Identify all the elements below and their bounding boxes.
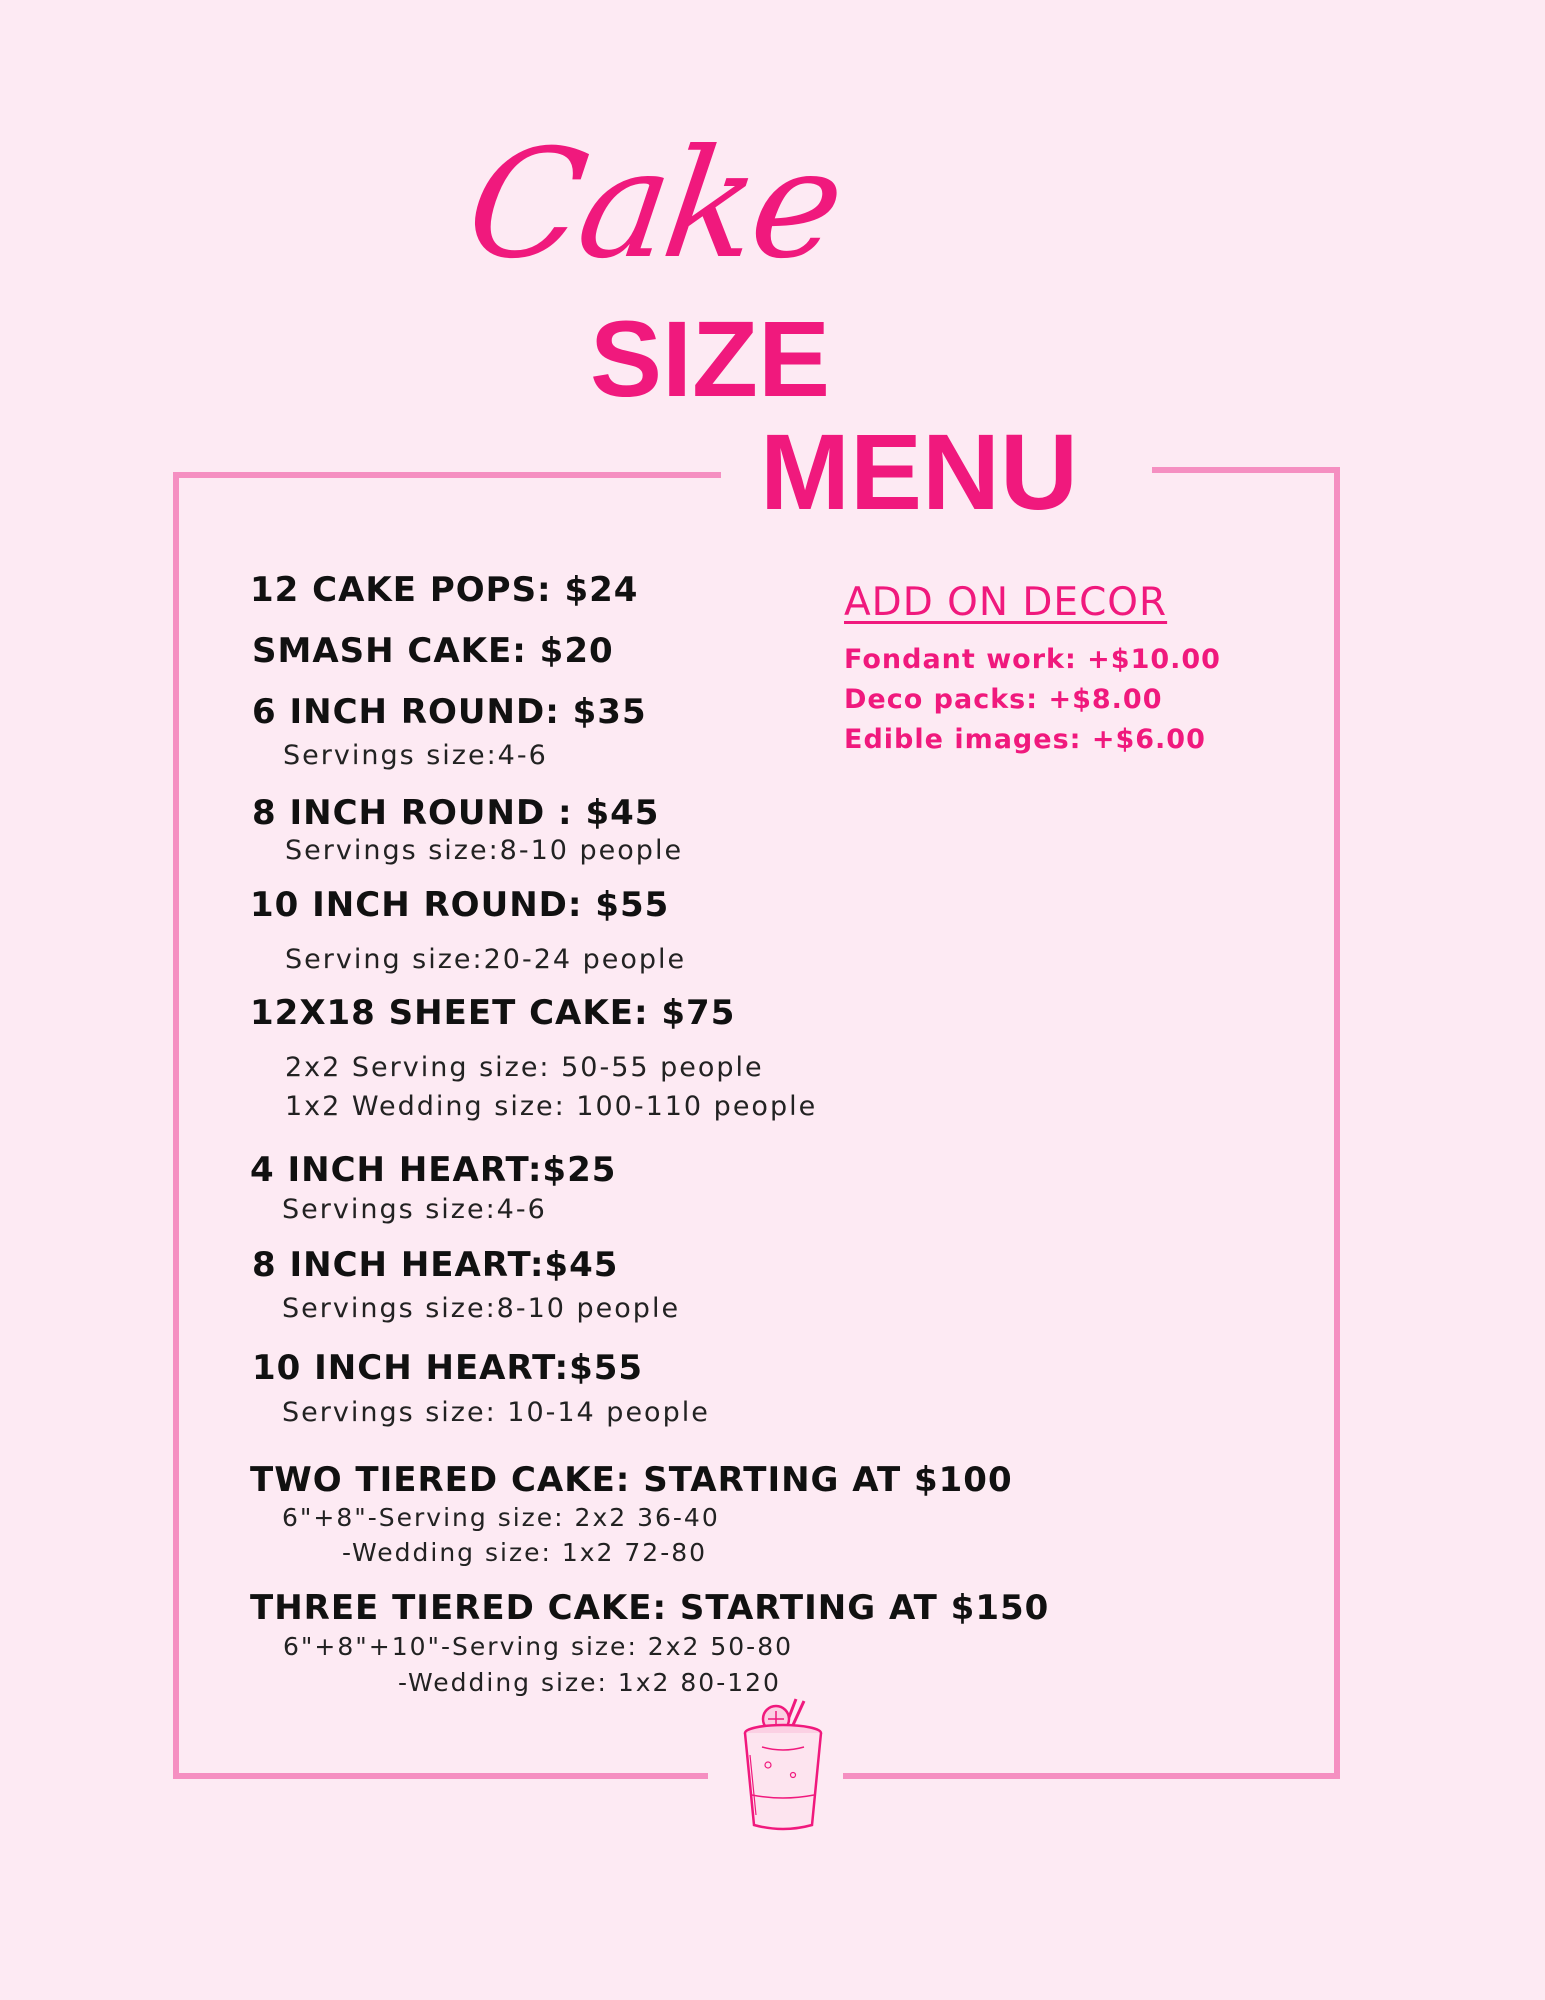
menu-item-detail: -Wedding size: 1x2 72-80 [342,1538,708,1567]
menu-item-detail: Serving size:20-24 people [285,944,687,975]
decor-item-fondant: Fondant work: +$10.00 [844,644,1221,675]
menu-item-10-inch-round: 10 INCH ROUND: $55 [250,885,670,925]
drink-cup-icon [738,1695,828,1835]
frame-top-right [1152,467,1340,473]
menu-item-detail: Servings size: 10-14 people [282,1397,710,1428]
decor-item-edible-images: Edible images: +$6.00 [844,724,1206,755]
menu-item-detail: 6"+8"+10"-Serving size: 2x2 50-80 [283,1632,794,1661]
menu-item-detail: 2x2 Serving size: 50-55 people [285,1052,764,1083]
decor-item-deco-packs: Deco packs: +$8.00 [844,684,1163,715]
menu-item-detail: 1x2 Wedding size: 100-110 people [285,1091,818,1122]
menu-item-4-inch-heart: 4 INCH HEART:$25 [250,1150,617,1190]
menu-item-detail: 6"+8"-Serving size: 2x2 36-40 [282,1503,720,1532]
menu-item-detail: Servings size:4-6 [282,1194,547,1225]
frame-top-left [173,472,721,478]
menu-item-detail: Servings size:8-10 people [285,835,684,866]
title-menu: MENU [760,411,1078,532]
frame-bottom-right [843,1773,1340,1779]
menu-item-detail: Servings size:8-10 people [282,1293,681,1324]
title-script: Cake [457,118,851,292]
menu-item-6-inch-round: 6 INCH ROUND: $35 [252,692,647,732]
menu-item-10-inch-heart: 10 INCH HEART:$55 [252,1348,644,1388]
frame-right [1334,467,1340,1779]
menu-item-sheet-cake: 12X18 SHEET CAKE: $75 [250,993,736,1033]
menu-item-8-inch-round: 8 INCH ROUND : $45 [252,793,660,833]
menu-item-smash-cake: SMASH CAKE: $20 [252,631,614,671]
frame-left [173,472,179,1779]
menu-item-detail: -Wedding size: 1x2 80-120 [398,1668,781,1697]
add-on-decor-heading: ADD ON DECOR [844,580,1168,625]
frame-bottom-left [173,1773,708,1779]
menu-item-8-inch-heart: 8 INCH HEART:$45 [252,1245,619,1285]
menu-item-two-tiered: TWO TIERED CAKE: STARTING AT $100 [250,1460,1013,1500]
menu-item-detail: Servings size:4-6 [283,740,548,771]
title-size: SIZE [590,298,831,419]
menu-item-cake-pops: 12 CAKE POPS: $24 [250,570,639,610]
menu-item-three-tiered: THREE TIERED CAKE: STARTING AT $150 [250,1588,1050,1628]
